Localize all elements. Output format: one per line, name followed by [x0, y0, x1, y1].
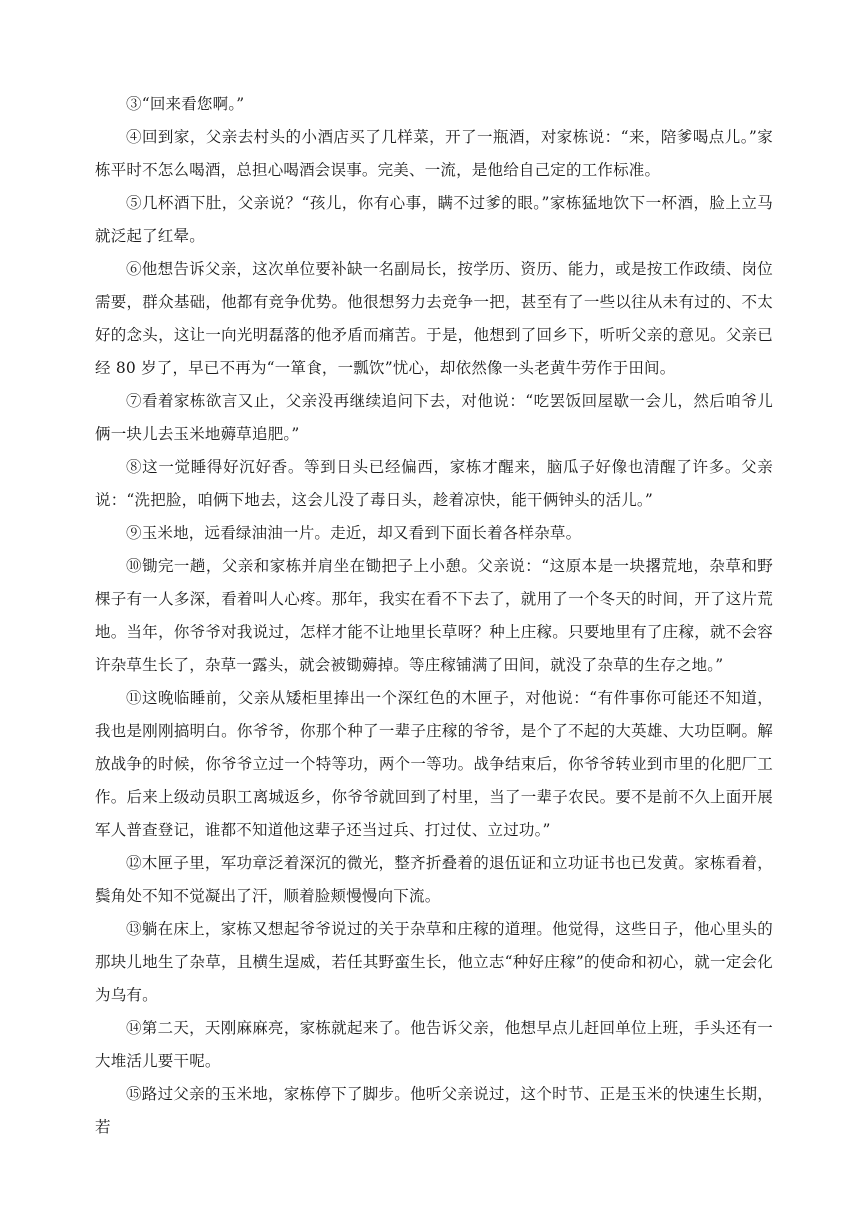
paragraph-13: ⑬躺在床上，家栋又想起爷爷说过的关于杂草和庄稼的道理。他觉得，这些日子，他心里头的那块儿地生了杂草，且横生逞威，若任其野蛮生长，他立志“种好庄稼”的使命和初心，就一定会化为乌有。 — [95, 920, 773, 1004]
paragraph-11: ⑪这晚临睡前，父亲从矮柜里捧出一个深红色的木匣子，对他说：“有件事你可能还不知道，我也是刚刚搞明白。你爷爷，你那个种了一辈子庄稼的爷爷，是个了不起的大英雄、大功臣啊。解放战争的时候，你爷爷立过一个特等功，两个一等功。战争结束后，你爷爷转业到市里的化肥厂工作。后来上级动员职工离城返乡，你爷爷就回到了村里，当了一辈子农民。要不是前不久上面开展军人普查登记，谁都不知道他这辈子还当过兵、打过仗、立过功。” — [95, 689, 773, 839]
paragraph-7: ⑦看着家栋欲言又止，父亲没再继续追问下去，对他说：“吃罢饭回屋歇一会儿，然后咱爷儿俩一块儿去玉米地薅草追肥。” — [95, 392, 773, 443]
paragraph-12: ⑫木匣子里，军功章泛着深沉的微光，整齐折叠着的退伍证和立功证书也已发黄。家栋看着，鬓角处不知不觉凝出了汗，顺着脸颊慢慢向下流。 — [95, 854, 773, 905]
paragraph-10: ⑩锄完一趟，父亲和家栋并肩坐在锄把子上小憩。父亲说：“这原本是一块撂荒地，杂草和野棵子有一人多深，看着叫人心疼。那年，我实在看不下去了，就用了一个冬天的时间，开了这片荒地。当年，你爷爷对我说过，怎样才能不让地里长草呀？种上庄稼。只要地里有了庄稼，就不会容许杂草生长了，杂草一露头，就会被锄薅掉。等庄稼铺满了田间，就没了杂草的生存之地。” — [95, 557, 773, 674]
paragraph-14: ⑭第二天，天刚麻麻亮，家栋就起来了。他告诉父亲，他想早点儿赶回单位上班，手头还有一大堆活儿要干呢。 — [95, 1019, 773, 1070]
paragraph-6: ⑥他想告诉父亲，这次单位要补缺一名副局长，按学历、资历、能力，或是按工作政绩、岗位需要，群众基础，他都有竞争优势。他很想努力去竞争一把，甚至有了一些以往从未有过的、不太好的念头，这让一向光明磊落的他矛盾而痛苦。于是，他想到了回乡下，听听父亲的意见。父亲已经 80 岁了，早已不再为“一箪食，一瓢饮”忧心，却依然像一头老黄牛劳作于田间。 — [95, 260, 773, 377]
document-page — [95, 88, 773, 1144]
paragraph-4: ④回到家，父亲去村头的小酒店买了几样菜，开了一瓶酒，对家栋说：“来，陪爹喝点儿。”家栋平时不怎么喝酒，总担心喝酒会误事。完美、一流，是他给自己定的工作标准。 — [95, 128, 773, 179]
paragraph-15: ⑮路过父亲的玉米地，家栋停下了脚步。他听父亲说过，这个时节、正是玉米的快速生长期，若 — [95, 1085, 773, 1136]
paragraph-3: ③“回来看您啊。” — [126, 95, 245, 113]
paragraph-8: ⑧这一觉睡得好沉好香。等到日头已经偏西，家栋才醒来，脑瓜子好像也清醒了许多。父亲说：“洗把脸，咱俩下地去，这会儿没了毒日头，趁着凉快，能干俩钟头的活儿。” — [95, 458, 773, 509]
paragraph-5: ⑤几杯酒下肚，父亲说？“孩儿，你有心事，瞒不过爹的眼。”家栋猛地饮下一杯酒，脸上立马就泛起了红晕。 — [95, 194, 773, 245]
paragraph-9: ⑨玉米地，远看绿油油一片。走近，却又看到下面长着各样杂草。 — [126, 524, 582, 542]
